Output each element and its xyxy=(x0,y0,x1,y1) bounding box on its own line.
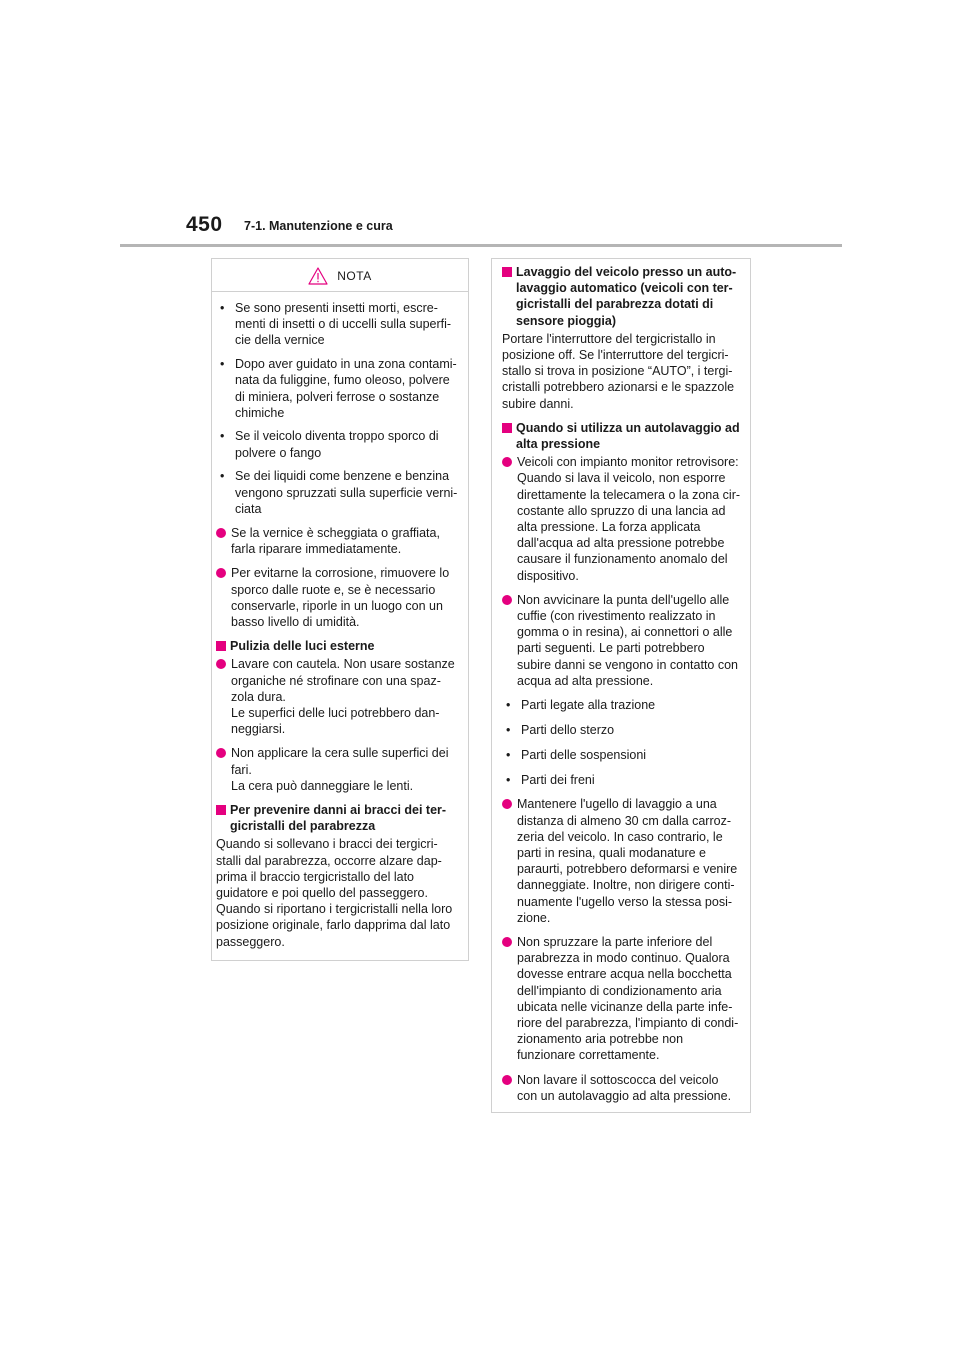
square-bullet-icon xyxy=(216,641,226,651)
carwash-heading: Lavaggio del veicolo presso un auto- lavaggio automatico (veicoli con ter- gicristalli del parabrezza dotati di sensore pioggia) xyxy=(502,264,745,329)
circle-bullet-icon xyxy=(502,595,512,605)
carwash-text: Portare l'interruttore del tergicristallo in posizione off. Se l'interruttore del tergicri- stallo si trova in posizione “AUTO”, i tergi- cristalli potrebbero azionarsi e le spazzole subire danni. xyxy=(502,331,735,411)
list-item: Per evitarne la corrosione, rimuovere lo sporco dalle ruote e, se è necessario conservarle, riporle in un luogo con un basso livello di umidità. xyxy=(216,565,464,630)
circle-bullet-icon xyxy=(216,528,226,538)
circle-bullet-icon xyxy=(502,799,512,809)
list-item: • Se dei liquidi come benzene e benzina vengono spruzzati sulla superficie verni- ciata xyxy=(220,468,464,517)
right-column xyxy=(491,258,751,1113)
list-item: Lavare con cautela. Non usare sostanze organiche né strofinare con una spaz- zola dura. Le superfici delle luci potrebbero dan- neggiarsi. xyxy=(216,656,464,737)
list-item: Non applicare la cera sulle superfici dei fari. La cera può danneggiare le lenti. xyxy=(216,745,464,794)
circle-bullet-icon xyxy=(502,1075,512,1085)
list-item: • Parti dei freni xyxy=(506,772,745,788)
wiper-heading: Per prevenire danni ai bracci dei ter- gicristalli del parabrezza xyxy=(216,802,464,834)
circle-bullet-icon xyxy=(502,937,512,947)
square-bullet-icon xyxy=(502,267,512,277)
square-bullet-icon xyxy=(216,805,226,815)
lights-heading: Pulizia delle luci esterne xyxy=(216,638,464,654)
circle-bullet-icon xyxy=(216,659,226,669)
nota-label: NOTA xyxy=(337,269,372,283)
page-number: 450 xyxy=(186,213,223,236)
wiper-text: Quando si sollevano i bracci dei tergicri- stalli dal parabrezza, occorre alzare dap- prima il braccio tergicristallo del lato guidatore e poi quello del passeggero. Quando si riportano i tergicristalli nella loro posizione originale, farlo dapprima dal lato passeggero. xyxy=(216,837,453,949)
section-title: 7-1. Manutenzione e cura xyxy=(244,219,393,233)
nota-header xyxy=(212,261,468,292)
list-item: Se la vernice è scheggiata o graffiata, farla riparare immediatamente. xyxy=(216,525,464,557)
list-item: • Se sono presenti insetti morti, escre- menti di insetti o di uccelli sulla superfi- cie della vernice xyxy=(220,300,464,349)
pressure-heading: Quando si utilizza un autolavaggio ad alta pressione xyxy=(502,420,745,452)
list-item: Non spruzzare la parte inferiore del parabrezza in modo continuo. Qualora dovesse entrare acqua nella bocchetta dell'impianto di condizionamento aria ubicata nelle vicinanze della parte infe- riore del parabrezza, l'impianto di condi- zionamento aria potrebbe non funzionare correttamente. xyxy=(502,934,745,1064)
list-item: • Dopo aver guidato in una zona contami- nata da fuliggine, fumo oleoso, polvere di miniera, polveri ferrose o sostanze chimiche xyxy=(220,356,464,421)
list-item: Veicoli con impianto monitor retrovisore: Quando si lava il veicolo, non esporre direttamente la telecamera o la zona cir- costante allo spruzzo di una lancia ad alta pressione. La forza applicata dall'acqua ad alta pressione potrebbe causare il funzionamento anomalo del dispositivo. xyxy=(502,454,745,584)
list-item: Mantenere l'ugello di lavaggio a una distanza di almeno 30 cm dalla carroz- zeria del veicolo. In caso contrario, le parti in resina, quali modanature e paraurti, potrebbero deformarsi e venire danneggiate. Inoltre, non dirigere conti- nuamente l'ugello verso la stessa posi- zione. xyxy=(502,796,745,926)
left-column xyxy=(211,258,469,961)
list-item: • Se il veicolo diventa troppo sporco di polvere o fango xyxy=(220,428,464,460)
circle-bullet-icon xyxy=(502,457,512,467)
square-bullet-icon xyxy=(502,423,512,433)
warning-triangle-icon xyxy=(308,267,328,285)
circle-bullet-icon xyxy=(216,568,226,578)
list-item: Non lavare il sottoscocca del veicolo con un autolavaggio ad alta pressione. xyxy=(502,1072,745,1104)
list-item: Non avvicinare la punta dell'ugello alle cuffie (con rivestimento realizzato in gomma o in resina), ai connettori o alle parti seguenti. Le parti potrebbero subire danni se vengono in contatto con acqua ad alta pressione. xyxy=(502,592,745,689)
list-item: • Parti dello sterzo xyxy=(506,722,745,738)
header-rule xyxy=(120,244,842,247)
list-item: • Parti legate alla trazione xyxy=(506,697,745,713)
circle-bullet-icon xyxy=(216,748,226,758)
list-item: • Parti delle sospensioni xyxy=(506,747,745,763)
